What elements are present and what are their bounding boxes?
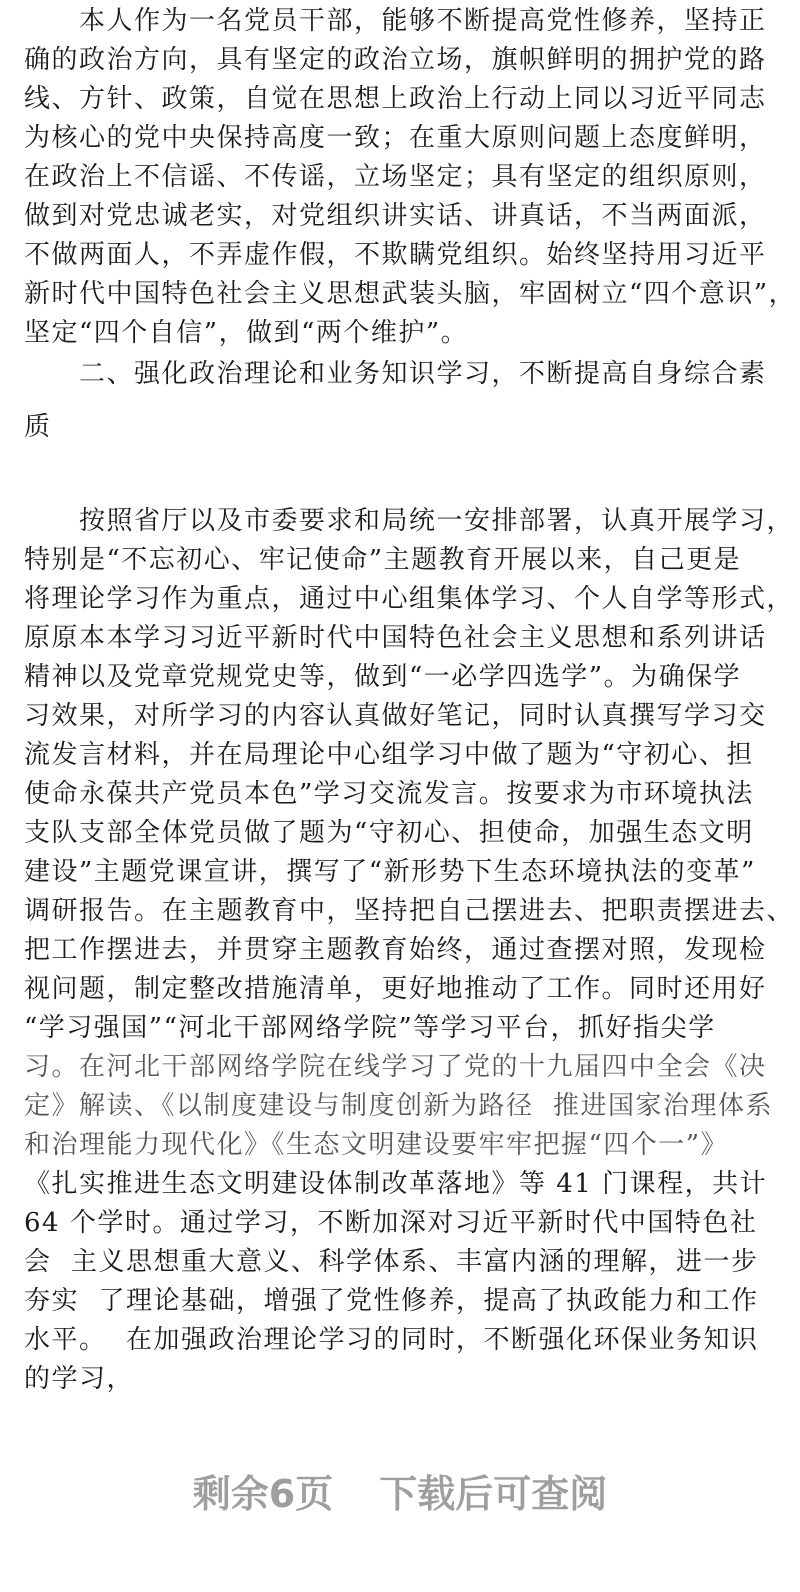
text-line: 新时代中国特色社会主义思想武装头脑，牢固树立“四个意识”，	[24, 279, 797, 309]
text-line: 按照省厅以及市委要求和局统一安排部署，认真开展学习，	[24, 506, 795, 536]
text-line: 把工作摆进去，并贯穿主题教育始终，通过查摆对照，发现检	[24, 935, 767, 965]
text-line: 的学习，	[24, 1364, 135, 1394]
text-line: 将理论学习作为重点，通过中心组集体学习、个人自学等形式，	[24, 584, 795, 614]
text-line: 不做两面人，不弄虚作假，不欺瞒党组织。始终坚持用习近平	[24, 240, 767, 270]
text-line: 《扎实推进生态文明建设体制改革落地》等 41 门课程，共计	[24, 1169, 768, 1199]
download-to-view-label: 下载后可查阅	[379, 1472, 608, 1516]
text-line: 使命永葆共产党员本色”学习交流发言。按要求为市环境执法	[24, 779, 754, 809]
text-line: 线、方针、政策，自觉在思想上政治上行动上同以习近平同志	[24, 84, 767, 114]
text-line: 做到对党忠诚老实，对党组织讲实话、讲真话，不当两面派，	[24, 201, 767, 231]
text-line: 本人作为一名党员干部，能够不断提高党性修养，坚持正	[24, 6, 767, 36]
text-line: 坚定“四个自信”，做到“两个维护”。	[24, 318, 469, 348]
text-line: 在政治上不信谣、不传谣，立场坚定；具有坚定的组织原则，	[24, 162, 767, 192]
text-line: 调研报告。在主题教育中，坚持把自己摆进去、把职责摆进去、	[24, 896, 795, 926]
text-line: 夯实 了理论基础，增强了党性修养，提高了执政能力和工作	[24, 1286, 759, 1316]
text-line: 为核心的党中央保持高度一致；在重大原则问题上态度鲜明，	[24, 123, 767, 153]
text-line: 定》解读、《以制度建设与制度创新为路径 推进国家治理体系	[24, 1091, 774, 1121]
download-prompt[interactable]	[0, 1466, 800, 1522]
text-line: 水平。 在加强政治理论学习的同时，不断强化环保业务知识	[24, 1325, 759, 1355]
text-line: 习效果，对所学习的内容认真做好笔记，同时认真撰写学习交	[24, 701, 767, 731]
text-line: 64 个学时。通过学习，不断加深对习近平新时代中国特色社	[24, 1208, 758, 1238]
text-line: 支队支部全体党员做了题为“守初心、担使命，加强生态文明	[24, 818, 754, 848]
section-heading-2	[24, 355, 776, 461]
text-line: 习。在河北干部网络学院在线学习了党的十九届四中全会《决	[24, 1052, 767, 1082]
text-line: 会 主义思想重大意义、科学体系、丰富内涵的理解，进一步	[24, 1247, 759, 1277]
paragraph-study	[24, 502, 795, 1399]
text-line: 精神以及党章党规党史等，做到“一必学四选学”。为确保学	[24, 662, 742, 692]
text-line: 和治理能力现代化》《生态文明建设要牢牢把握“四个一”》	[24, 1130, 729, 1160]
text-line: 建设”主题党课宣讲，撰写了“新形势下生态环境执法的变革”	[24, 857, 756, 887]
text-line: 特别是“不忘初心、牢记使命”主题教育开展以来，自己更是	[24, 545, 742, 575]
heading-line: 二、强化政治理论和业务知识学习，不断提高自身综合素	[24, 359, 767, 389]
remaining-pages-label: 剩余6页	[192, 1472, 334, 1516]
paragraph-party-conduct	[24, 2, 797, 353]
text-line: 原原本本学习习近平新时代中国特色社会主义思想和系列讲话	[24, 623, 767, 653]
text-line: 确的政治方向，具有坚定的政治立场，旗帜鲜明的拥护党的路	[24, 45, 767, 75]
text-line: “学习强国”“河北干部网络学院”等学习平台，抓好指尖学	[24, 1013, 716, 1043]
text-line: 流发言材料，并在局理论中心组学习中做了题为“守初心、担	[24, 740, 754, 770]
heading-line: 质	[24, 412, 52, 442]
text-line: 视问题，制定整改措施清单，更好地推动了工作。同时还用好	[24, 974, 767, 1004]
